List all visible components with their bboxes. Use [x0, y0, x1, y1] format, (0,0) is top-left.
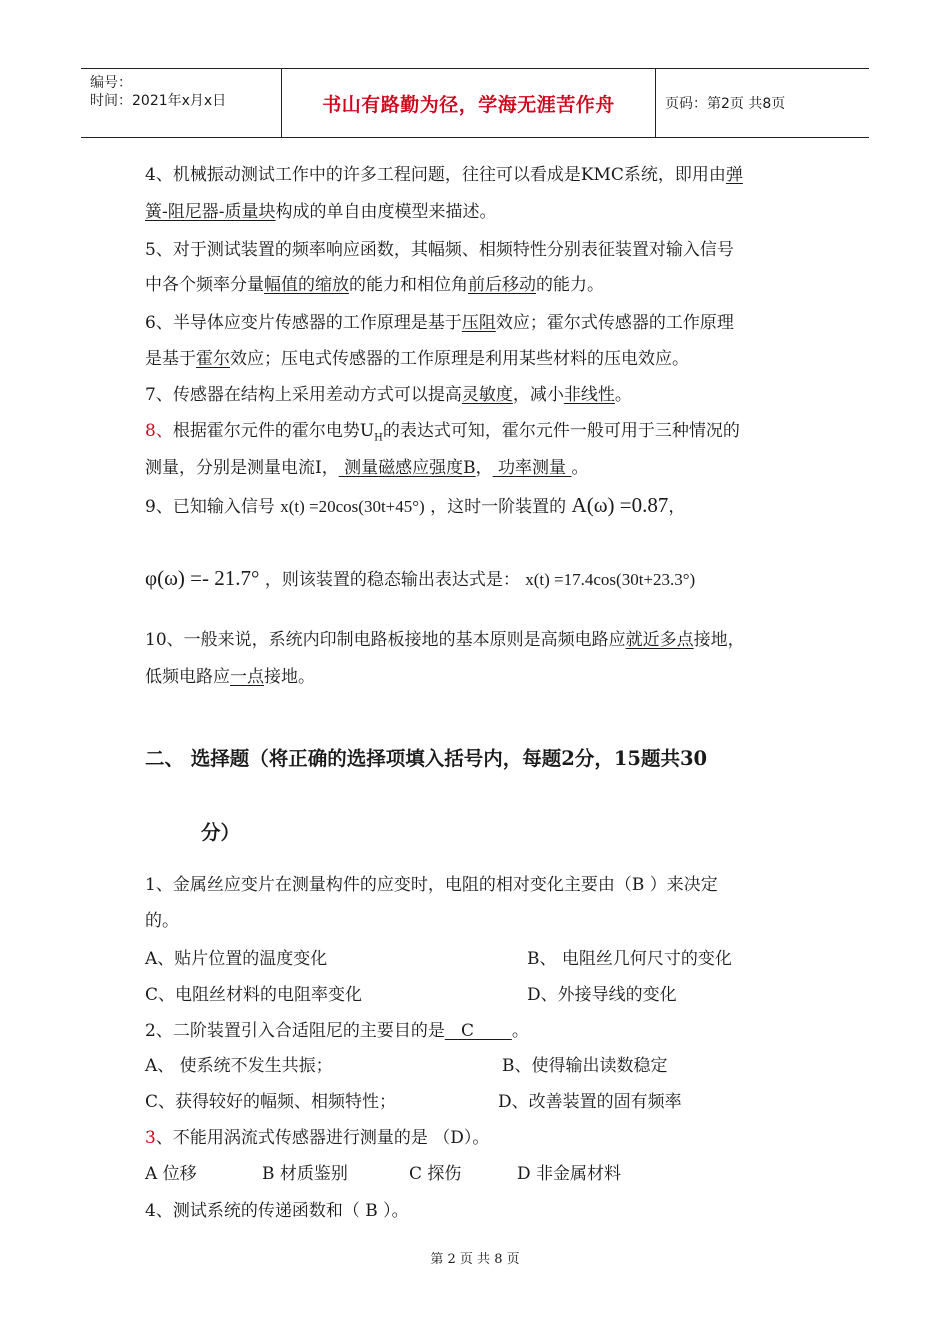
q9-text2: ，这时一阶装置的	[430, 497, 567, 517]
q8-subscript: H	[374, 432, 383, 444]
q9-comma: ，	[668, 497, 686, 517]
c2-end: 。	[511, 1021, 529, 1041]
q10-answer2: 一点	[230, 667, 264, 687]
q10-text: 10、一般来说，系统内印制电路板接地的基本原则是高频电路应	[145, 630, 626, 650]
number-label: 编号：	[90, 75, 132, 91]
q6-text2: 是基于	[145, 349, 196, 369]
q7-answer1: 灵敏度	[461, 385, 513, 405]
q9-text: 9、已知输入信号	[145, 497, 275, 517]
q6-text-mid: 效应；霍尔式传感器的工作原理	[495, 313, 734, 333]
page-footer: 第 2 页 共 8 页	[430, 1252, 520, 1267]
c2-text: 2、二阶装置引入合适阻尼的主要目的是	[145, 1021, 445, 1041]
q5-answer1: 幅值的缩放	[264, 275, 349, 295]
q4-text-end: 构成的单自由度模型来描述。	[275, 202, 497, 222]
q8-line1	[145, 416, 740, 443]
q5-line1: 5、对于测试装置的频率响应函数，其幅频、相频特性分别表征装置对输入信号	[145, 240, 734, 260]
q6-answer2: 霍尔	[196, 349, 230, 369]
q10-answer1: 就近多点	[625, 630, 694, 650]
q4-answer-part2: 簧-阻尼器-质量块	[145, 202, 276, 222]
q8-answer1: 测量磁感应强度B	[338, 458, 476, 478]
q8-line2	[145, 453, 588, 478]
page-header	[81, 68, 869, 138]
c2-stem	[145, 1016, 529, 1041]
c3-option-a: A 位移	[145, 1164, 197, 1184]
q6-line2	[145, 344, 689, 369]
q9-phase-expression: φ(ω) =- 21.7°	[145, 566, 260, 590]
q4-line2	[145, 197, 497, 222]
q9-text3: ，则该装置的稳态输出表达式是：	[264, 570, 520, 590]
c1-stem: 1、金属丝应变片在测量构件的应变时，电阻的相对变化主要由（B ）来决定	[145, 875, 718, 895]
c1-option-b: B、 电阻丝几何尺寸的变化	[527, 949, 732, 969]
q8-number: 8、	[145, 421, 173, 441]
q6-text: 6、半导体应变片传感器的工作原理是基于	[145, 313, 462, 333]
q10-text-mid: 接地，	[693, 630, 745, 650]
q8-comma: ，	[475, 458, 493, 478]
c3-option-d: D 非金属材料	[517, 1164, 622, 1184]
section2-heading-line2: 分）	[201, 821, 241, 844]
section2-heading-line1: 二、 选择题（将正确的选择项填入括号内，每题2分，15题共30	[145, 747, 708, 770]
q4-line1	[145, 160, 743, 185]
c1-stem2: 的。	[145, 911, 179, 931]
motto-text: 书山有路勤为径，学海无涯苦作舟	[322, 93, 615, 116]
c3-number: 3	[145, 1128, 156, 1148]
q7-text-mid: ，减小	[512, 385, 564, 405]
c1-option-a: A、贴片位置的温度变化	[145, 949, 328, 969]
header-motto-cell	[282, 69, 656, 137]
c2-option-b: B、使得输出读数稳定	[502, 1056, 668, 1076]
c2-answer: C	[444, 1021, 512, 1041]
c2-option-d: D、改善装置的固有频率	[498, 1092, 682, 1112]
q7-answer2: 非线性	[563, 385, 615, 405]
c4-stem: 4、测试系统的传递函数和（ B ）。	[145, 1201, 409, 1221]
header-page-info: 页码：第2页 共8页	[665, 96, 786, 112]
q7-text-end: 。	[614, 385, 632, 405]
q8-text3: 测量，分别是测量电流I，	[145, 458, 339, 478]
q7-line	[145, 380, 632, 405]
c1-option-d: D、外接导线的变化	[527, 985, 677, 1005]
q6-line1	[145, 308, 734, 333]
q5-text: 中各个频率分量	[145, 275, 264, 295]
q9-line1	[145, 492, 685, 518]
c3-option-c: C 探伤	[409, 1164, 462, 1184]
q10-line2	[145, 662, 315, 687]
q7-text: 7、传感器在结构上采用差动方式可以提高	[145, 385, 462, 405]
c3-text: 、不能用涡流式传感器进行测量的是 （D）。	[155, 1128, 490, 1148]
q8-text2: 的表达式可知，霍尔元件一般可用于三种情况的	[382, 421, 740, 441]
c3-option-b: B 材质鉴别	[262, 1164, 348, 1184]
q9-input-expression: x(t) =20cos(30t+45°)	[280, 497, 425, 516]
c1-option-c: C、电阻丝材料的电阻率变化	[145, 985, 363, 1005]
q6-answer1: 压阻	[461, 313, 496, 333]
header-left-cell	[81, 69, 282, 137]
q4-text: 4、机械振动测试工作中的许多工程问题，往往可以看成是KMC系统，即用由	[145, 165, 726, 185]
q8-text: 根据霍尔元件的霍尔电势U	[172, 421, 375, 441]
c2-option-a: A、 使系统不发生共振；	[145, 1056, 333, 1076]
q10-line1	[145, 625, 745, 650]
q5-text-end: 的能力。	[536, 275, 604, 295]
q10-text-end: 接地。	[264, 667, 315, 687]
q6-text-end: 效应；压电式传感器的工作原理是利用某些材料的压电效应。	[230, 349, 689, 369]
c3-stem	[145, 1123, 489, 1148]
q9-amplitude-expression: A(ω) =0.87	[571, 493, 669, 517]
q5-answer2: 前后移动	[468, 275, 536, 295]
q4-answer-part1: 弹	[725, 165, 743, 185]
q9-line2	[145, 565, 695, 591]
q5-text-mid: 的能力和相位角	[349, 275, 468, 295]
q10-text2: 低频电路应	[145, 667, 230, 687]
q5-line2	[145, 270, 604, 295]
q8-end: 。	[571, 458, 589, 478]
q9-output-expression: x(t) =17.4cos(30t+23.3°)	[525, 570, 696, 589]
time-label: 时间：2021年x月x日	[90, 93, 227, 109]
q8-answer2: 功率测量	[492, 458, 572, 478]
c2-option-c: C、获得较好的幅频、相频特性；	[145, 1092, 397, 1112]
